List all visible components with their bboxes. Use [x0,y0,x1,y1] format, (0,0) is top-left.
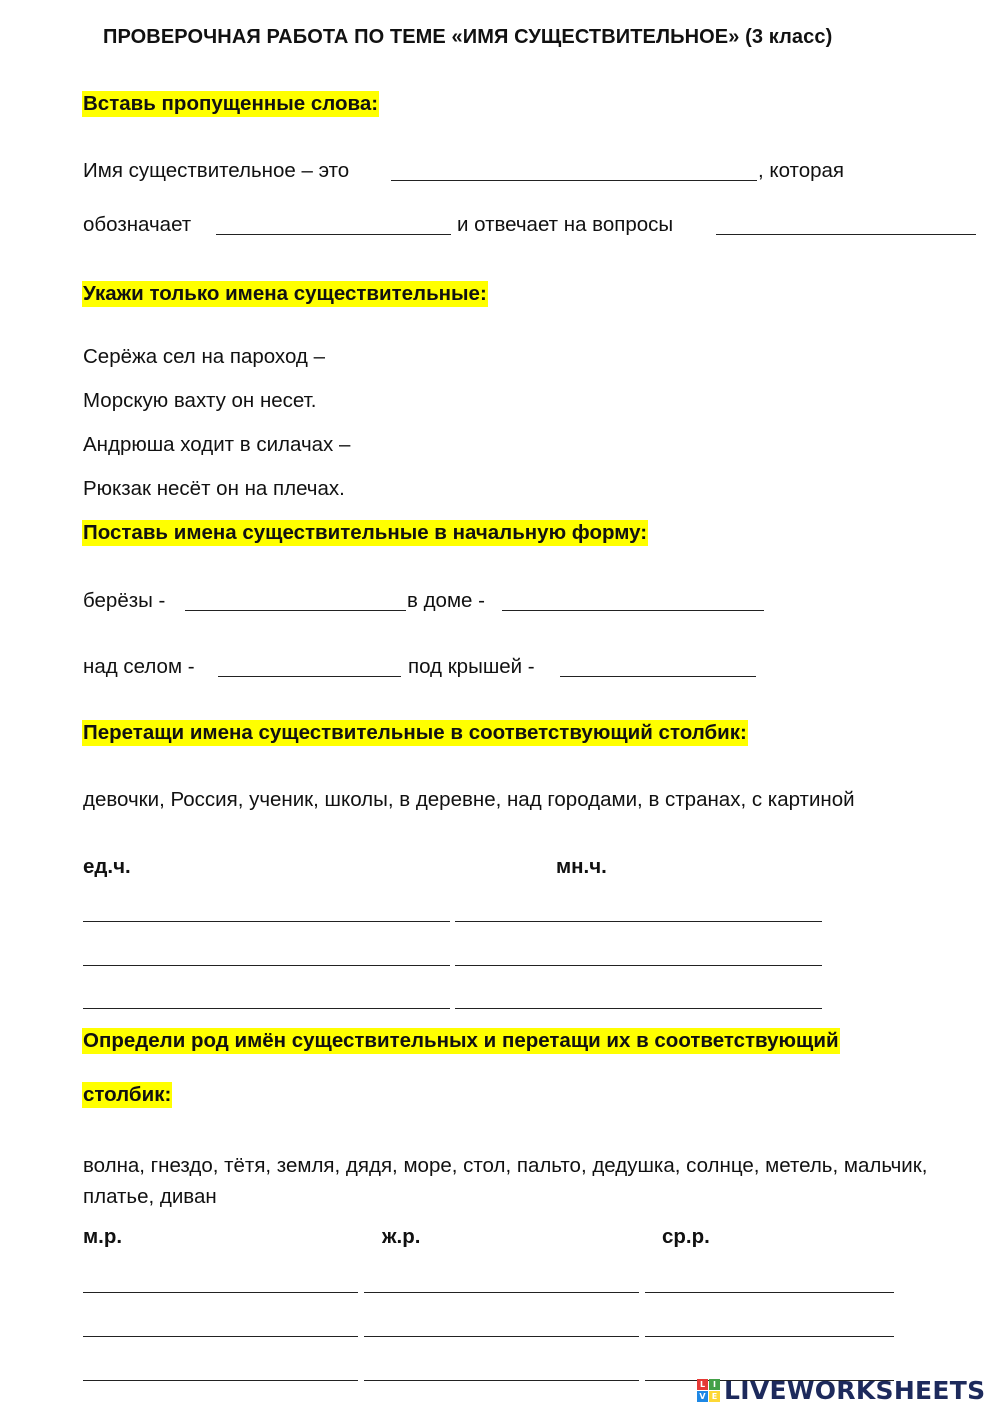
task3-blank-3[interactable] [218,676,401,677]
drop-zone-neuter-1[interactable] [645,1292,894,1293]
task1-line1-start: Имя существительное – это [83,159,350,182]
drop-zone-masculine-2[interactable] [83,1336,358,1337]
logo-text: LIVEWORKSHEETS [724,1376,986,1405]
drop-zone-plural-2[interactable] [455,965,822,966]
task1-blank-3[interactable] [716,234,976,235]
task4-heading: Перетащи имена существительные в соответствующий столбик: [83,721,747,744]
column-label-plural: мн.ч. [556,855,607,878]
task3-blank-1[interactable] [185,610,406,611]
drop-zone-singular-2[interactable] [83,965,450,966]
task1-line2-start: обозначает [83,213,192,236]
task1-heading: Вставь пропущенные слова: [83,92,379,115]
logo-cube: L [697,1379,708,1390]
poem-line[interactable]: Морскую вахту он несет. [83,389,317,412]
page-title: ПРОВЕРОЧНАЯ РАБОТА ПО ТЕМЕ «ИМЯ СУЩЕСТВИТЕЛЬНОЕ» (3 класс) [103,26,833,48]
task2-heading: Укажи только имена существительные: [83,282,487,305]
task5-word-list[interactable]: волна, гнездо, тётя, земля, дядя, море, стол, пальто, дедушка, солнце, метель, мальчик, платье, диван [83,1154,928,1208]
task3-blank-2[interactable] [502,610,764,611]
liveworksheets-logo [697,1376,985,1405]
task1-blank-2[interactable] [216,234,451,235]
drop-zone-neuter-2[interactable] [645,1336,894,1337]
task3-word-2: в доме - [407,589,485,612]
task3-word-4: под крышей - [408,655,535,678]
logo-cube: V [697,1391,708,1402]
column-label-masculine: м.р. [83,1225,123,1248]
drop-zone-plural-3[interactable] [455,1008,822,1009]
drop-zone-masculine-1[interactable] [83,1292,358,1293]
task1-blank-1[interactable] [391,180,757,181]
column-label-singular: ед.ч. [83,855,131,878]
task5-heading-line2: столбик: [83,1083,172,1106]
task3-heading: Поставь имена существительные в начальную форму: [83,521,648,544]
drop-zone-feminine-1[interactable] [364,1292,639,1293]
task1-line1-end: , которая [758,159,845,182]
drop-zone-plural-1[interactable] [455,921,822,922]
task4-word-list[interactable]: девочки, Россия, ученик, школы, в деревне, над городами, в странах, с картиной [83,788,855,811]
drop-zone-feminine-3[interactable] [364,1380,639,1381]
task5-heading-line1: Определи род имён существительных и перетащи их в соответствующий [83,1029,839,1052]
column-label-neuter: ср.р. [662,1225,710,1248]
poem-line[interactable]: Серёжа сел на пароход – [83,345,325,368]
logo-cubes-icon [697,1379,720,1402]
poem-line[interactable]: Рюкзак несёт он на плечах. [83,477,345,500]
task1-line2-mid: и отвечает на вопросы [457,213,674,236]
task3-blank-4[interactable] [560,676,756,677]
drop-zone-feminine-2[interactable] [364,1336,639,1337]
task3-word-1: берёзы - [83,589,166,612]
task3-word-3: над селом - [83,655,195,678]
drop-zone-singular-1[interactable] [83,921,450,922]
column-label-feminine: ж.р. [382,1225,421,1248]
logo-cube: E [709,1391,720,1402]
logo-cube: I [709,1379,720,1390]
drop-zone-masculine-3[interactable] [83,1380,358,1381]
drop-zone-singular-3[interactable] [83,1008,450,1009]
poem-line[interactable]: Андрюша ходит в силачах – [83,433,351,456]
